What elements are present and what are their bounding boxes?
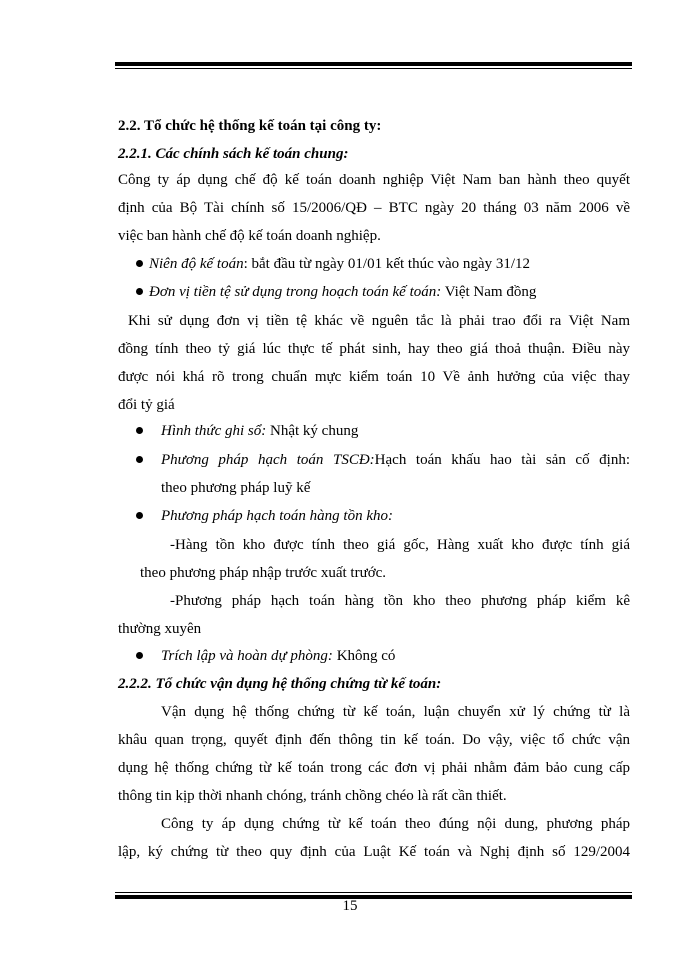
bullet-icon <box>136 260 143 267</box>
paragraph-line: việc ban hành chế độ kế toán doanh nghiệp. <box>118 228 381 244</box>
paragraph-line: Vận dụng hệ thống chứng từ kế toán, luận chuyển xử lý chứng từ là <box>161 704 630 720</box>
policy-label: Niên độ kế toán <box>149 256 244 272</box>
bullet-icon <box>136 288 143 295</box>
policy-label: Phương pháp hạch toán TSCĐ: <box>161 452 375 468</box>
subsection-1-title: 2.2.1. Các chính sách kế toán chung: <box>118 146 349 162</box>
policy-label: Trích lập và hoàn dự phòng: <box>161 648 333 664</box>
page-number: 15 <box>342 898 358 914</box>
policy-fiscal-year <box>136 254 530 274</box>
bullet-icon <box>136 652 143 659</box>
policy-provisions <box>136 646 395 666</box>
paragraph-line: định của Bộ Tài chính số 15/2006/QĐ – BTC ngày 20 tháng 03 năm 2006 về <box>118 200 630 216</box>
section-title: 2.2. Tổ chức hệ thống kế toán tại công ty: <box>118 118 382 134</box>
policy-value: : bắt đầu từ ngày 01/01 kết thúc vào ngày 31/12 <box>243 256 530 272</box>
paragraph-line: đổi tỷ giá <box>118 397 175 413</box>
bullet-icon <box>136 427 143 434</box>
policy-value: Hạch toán khấu hao tài sản cố định: <box>374 452 630 468</box>
header-rule <box>115 62 632 69</box>
paragraph-line: theo phương pháp luỹ kế <box>161 480 311 496</box>
paragraph-line: Khi sử dụng đơn vị tiền tệ khác về nguên tắc là phải trao đổi ra Việt Nam <box>128 313 630 329</box>
policy-fixed-assets <box>136 450 630 470</box>
paragraph-line: thông tin kịp thời nhanh chóng, tránh chồng chéo là rất cần thiết. <box>118 788 507 804</box>
paragraph-line: -Hàng tồn kho được tính theo giá gốc, Hàng xuất kho được tính giá <box>170 537 630 553</box>
paragraph-line: -Phương pháp hạch toán hàng tồn kho theo phương pháp kiểm kê <box>170 593 630 609</box>
paragraph-line: khâu quan trọng, quyết định đến thông tin kế toán. Do vậy, việc tổ chức vận <box>118 732 630 748</box>
paragraph-line: thường xuyên <box>118 621 202 637</box>
paragraph-line: được nói khá rõ trong chuẩn mực kiểm toán 10 Về ảnh hưởng của việc thay <box>118 369 630 385</box>
bullet-icon <box>136 456 143 463</box>
paragraph-line: đồng tính theo tỷ giá lúc thực tế phát sinh, hay theo giá thoả thuận. Điều này <box>118 341 630 357</box>
policy-label: Phương pháp hạch toán hàng tồn kho: <box>161 508 393 524</box>
policy-label: Hình thức ghi sổ: <box>161 423 267 439</box>
policy-currency <box>136 282 536 302</box>
bullet-icon <box>136 512 143 519</box>
paragraph-line: Công ty áp dụng chế độ kế toán doanh nghiệp Việt Nam ban hành theo quyết <box>118 172 630 188</box>
paragraph-line: Công ty áp dụng chứng từ kế toán theo đúng nội dung, phương pháp <box>161 816 630 832</box>
policy-bookkeeping <box>136 421 358 441</box>
policy-inventory <box>136 506 393 526</box>
subsection-2-title: 2.2.2. Tổ chức vận dụng hệ thống chứng từ kế toán: <box>118 676 442 692</box>
paragraph-line: dụng hệ thống chứng từ kế toán trong các đơn vị phải nhằm đảm bảo cung cấp <box>118 760 630 776</box>
policy-label: Đơn vị tiền tệ sử dụng trong hoạch toán kế toán: <box>149 284 442 300</box>
paragraph-line: theo phương pháp nhập trước xuất trước. <box>140 565 387 581</box>
policy-value: Nhật ký chung <box>266 423 359 439</box>
paragraph-line: lập, ký chứng từ theo quy định của Luật Kế toán và Nghị định số 129/2004 <box>118 844 630 860</box>
policy-value: Việt Nam đồng <box>441 284 537 300</box>
policy-value: Không có <box>332 648 396 664</box>
